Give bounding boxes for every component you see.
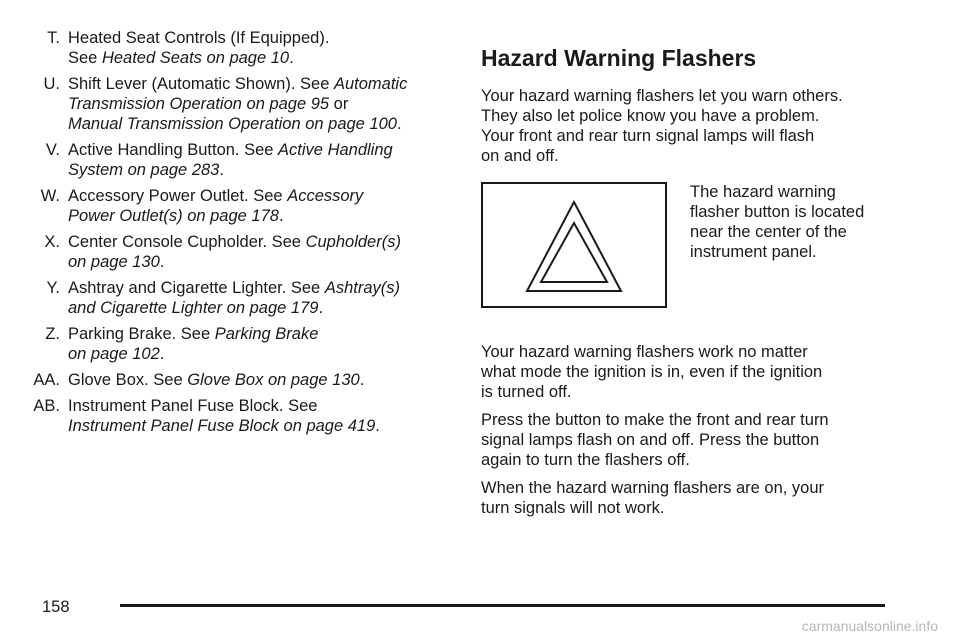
cross-reference: and Cigarette Lighter on page 179 [68, 299, 319, 317]
legend-letter: AA. [33, 371, 60, 389]
legend-item [16, 232, 456, 272]
legend-text: Accessory Power Outlet. See [68, 187, 288, 205]
cross-reference: Ashtray(s) [324, 279, 401, 297]
legend-text: . [159, 345, 165, 363]
legend-line [68, 28, 456, 48]
text-line: When the hazard warning flashers are on, your [481, 479, 825, 497]
hazard-figure [481, 182, 667, 308]
legend-text: Instrument Panel Fuse Block. See [68, 397, 318, 415]
legend-text: Ashtray and Cigarette Lighter. See [68, 279, 325, 297]
legend-text: . [359, 371, 365, 389]
legend-line [68, 74, 456, 94]
legend-text: Shift Lever (Automatic Shown). See [68, 75, 334, 93]
intro-paragraph [481, 86, 921, 166]
text-line: Press the button to make the front and rear turn [481, 411, 829, 429]
text-line: turn signals will not work. [481, 499, 665, 517]
hazard-triangle-icon [483, 184, 665, 306]
text-line: what mode the ignition is in, even if the ignition [481, 363, 823, 381]
cross-reference: Instrument Panel Fuse Block on page 419 [68, 417, 376, 435]
hazard-section [481, 44, 921, 526]
legend-letter: Y. [46, 279, 60, 297]
legend-text: . [278, 207, 284, 225]
text-line: Your front and rear turn signal lamps will flash [481, 127, 815, 145]
cross-reference: Automatic [333, 75, 408, 93]
paragraph [481, 478, 921, 518]
legend-line [68, 140, 456, 160]
legend-line [68, 344, 456, 364]
cross-reference: Transmission Operation on page 95 [68, 95, 330, 113]
paragraph [481, 342, 921, 402]
legend-text: Center Console Cupholder. See [68, 233, 306, 251]
legend-text: or [329, 95, 349, 113]
figure-caption [690, 182, 910, 262]
legend-item [16, 74, 456, 134]
legend-item [16, 186, 456, 226]
legend-item [16, 324, 456, 364]
legend-line [68, 206, 456, 226]
cross-reference: Active Handling [278, 141, 393, 159]
cross-reference: on page 130 [68, 253, 160, 271]
body-paragraphs [481, 342, 921, 518]
legend-line [68, 396, 456, 416]
cross-reference: Accessory [287, 187, 364, 205]
text-line: The hazard warning [690, 183, 836, 201]
legend-text: . [396, 115, 402, 133]
legend-text: . [375, 417, 380, 435]
cross-reference: Cupholder(s) [305, 233, 401, 251]
watermark: carmanualsonline.info [801, 618, 938, 634]
text-line: again to turn the flashers off. [481, 451, 690, 469]
legend-line [68, 94, 456, 114]
text-line: flasher button is located [690, 203, 865, 221]
legend-letter: U. [43, 75, 60, 93]
legend-line [68, 416, 456, 436]
legend-letter: W. [40, 187, 60, 205]
legend-text: . [159, 253, 165, 271]
text-line: on and off. [481, 147, 559, 165]
cross-reference: Power Outlet(s) on page 178 [68, 207, 279, 225]
legend-line [68, 232, 456, 252]
footer-rule [120, 604, 885, 607]
cross-reference: Manual Transmission Operation on page 100 [68, 115, 397, 133]
text-line: Your hazard warning flashers work no matter [481, 343, 808, 361]
text-line: near the center of the [690, 223, 847, 241]
legend-letter: V. [45, 141, 60, 159]
legend-text: Heated Seat Controls (If Equipped). [68, 29, 330, 47]
legend-text: . [318, 299, 324, 317]
legend-line [68, 252, 456, 272]
legend-line [68, 48, 456, 68]
legend-text: . [219, 161, 224, 179]
legend-line [68, 114, 456, 134]
cross-reference: on page 102 [68, 345, 160, 363]
legend-line [68, 298, 456, 318]
legend-line [68, 324, 456, 344]
text-line: is turned off. [481, 383, 572, 401]
text-line: signal lamps flash on and off. Press the button [481, 431, 820, 449]
text-line: Your hazard warning flashers let you warn others. [481, 87, 843, 105]
legend-letter: T. [47, 29, 60, 47]
legend-line [68, 160, 456, 180]
page-number: 158 [42, 598, 70, 616]
text-line: They also let police know you have a problem. [481, 107, 820, 125]
legend-item [16, 140, 456, 180]
component-legend-list [16, 28, 456, 442]
cross-reference: System on page 283 [68, 161, 220, 179]
legend-item [16, 370, 456, 390]
section-heading: Hazard Warning Flashers [481, 45, 757, 71]
figure-row [481, 182, 921, 332]
legend-line [68, 278, 456, 298]
cross-reference: Glove Box on page 130 [187, 371, 360, 389]
legend-letter: Z. [45, 325, 60, 343]
text-line: instrument panel. [690, 243, 817, 261]
legend-line [68, 186, 456, 206]
legend-item [16, 278, 456, 318]
legend-item [16, 28, 456, 68]
legend-text: . [289, 49, 294, 67]
paragraph [481, 410, 921, 470]
legend-text: See [68, 49, 102, 67]
legend-letter: X. [44, 233, 60, 251]
legend-text: Parking Brake. See [68, 325, 215, 343]
legend-text: Glove Box. See [68, 371, 188, 389]
legend-item [16, 396, 456, 436]
cross-reference: Heated Seats on page 10 [101, 49, 290, 67]
legend-text: Active Handling Button. See [68, 141, 279, 159]
legend-letter: AB. [33, 397, 60, 415]
legend-line [68, 370, 456, 390]
cross-reference: Parking Brake [214, 325, 319, 343]
